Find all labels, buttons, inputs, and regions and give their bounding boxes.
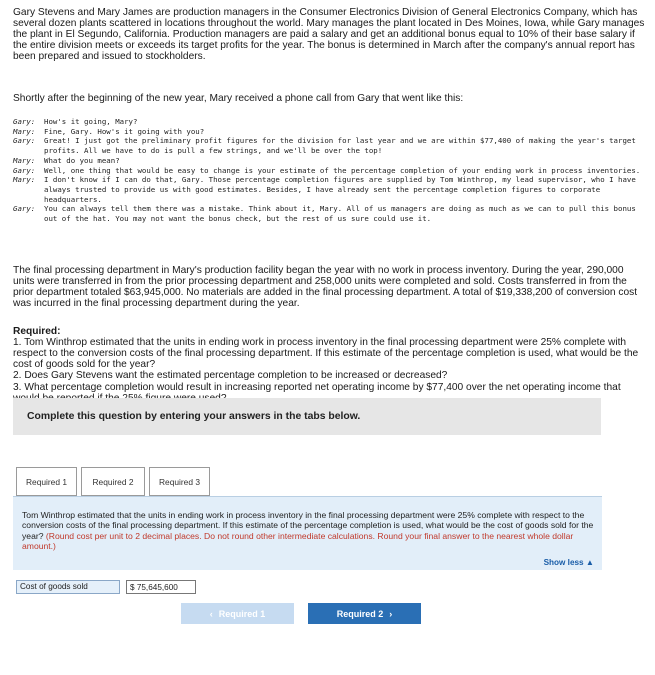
panel-instruction: (Round cost per unit to 2 decimal places. Do not round other intermediate calculations. Round your final answer to the nearest whole dollar amount.) [22,530,574,552]
line-text: How's it going, Mary? [44,117,138,126]
tab-required-3[interactable]: Required 3 [149,467,210,496]
speaker: Gary: [13,117,36,126]
intro-lead-in: Shortly after the beginning of the new year, Mary received a phone call from Gary that went like this: [13,93,464,104]
speaker: Gary: [13,165,36,175]
instructions-banner [13,398,601,435]
line-text: I don't know if I can do that, Gary. Those percentage completion figures are supplied by Tom Winthrop, my lead supervisor, who I have always trusted to provide us with good estimates. Besides, I have already sent the percentage completion figures to corporate headquarters. [44,175,641,204]
line-text: Fine, Gary. How's it going with you? [44,126,205,136]
answer-row [16,580,196,594]
intro-paragraph: Gary Stevens and Mary James are production managers in the Consumer Electronics Division of General Electronics Company, which has several dozen plants scattered in locations throughout the world. Mary manages the plant located in Des Moines, Iowa, while Gary manages the plant in El Segundo, California. Production managers are paid a salary and get an additional bonus equal to 10% of their base salary if the entire division meets or exceeds its target profits for the year. The bonus is determined in March after the company's annual report has been prepared and issued to stockholders. [13,7,645,62]
line-text: Great! I just got the preliminary profit figures for the division for last year and we are within $77,400 of making the year's target profits. All we have to do is pull a few strings, and we'll be over the top! [44,136,641,156]
line-text: What do you mean? [44,155,120,165]
question-panel [13,496,602,570]
dialogue-line [13,127,643,137]
dialogue [13,117,643,224]
banner-text: Complete this question by entering your answers in the tabs below. [27,411,361,422]
required-heading: Required: [13,326,61,337]
line-text: Well, one thing that would be easy to change is your estimate of the percentage completion of your ending work in process inventories. [44,165,641,175]
processing-paragraph: The final processing department in Mary's production facility began the year with no work in process inventory. During the year, 290,000 units were transferred in from the prior processing department and 258,000 units were completed and sold. Costs transferred in from the prior department totaled $63,945,000. No materials are added in the final processing department. A total of $19,338,200 of conversion cost was incurred in the final processing department during the year. [13,265,638,309]
prev-button-label: Required 1 [218,608,266,619]
required-question-1: 1. Tom Winthrop estimated that the units in ending work in process inventory in the final processing department were 25% complete with respect to the conversion costs of the final processing department. If this estimate of the percentage completion is used, what would be the cost of goods sold for the year? [13,337,639,370]
speaker: Mary: [13,155,36,165]
dialogue-line [13,204,643,223]
speaker: Gary: [13,204,36,214]
dialogue-line [13,136,643,155]
next-button-label: Required 2 [336,608,384,619]
dialogue-line [13,175,643,204]
triangle-up-icon: ▲ [585,558,594,567]
required-question-3: 3. What percentage completion would result in increasing reported net operating income by $77,400 over the net operating income that [13,382,621,393]
panel-question: Tom Winthrop estimated that the units in ending work in process inventory in the final processing department were 25% complete with respect to the conversion costs of the final processing department. If this estimate of the percentage completion is used, what would be the cost of goods sold for the year? [22,510,594,541]
required-tabs [16,467,210,496]
chevron-left-icon: ‹ [209,608,213,619]
panel-text [22,510,600,552]
dialogue-line [13,156,643,166]
prev-button[interactable] [181,603,294,624]
speaker: Gary: [13,136,36,146]
required-question-2: 2. Does Gary Stevens want the estimated percentage completion to be increased or decreased? [13,370,448,381]
show-less-label: Show less [543,558,584,567]
dialogue-line [13,117,643,127]
dialogue-line [13,166,643,176]
next-button[interactable] [308,603,421,624]
show-less-link[interactable] [544,558,594,567]
answer-label: Cost of goods sold [16,580,120,594]
tab-required-1[interactable]: Required 1 [16,467,77,496]
chevron-right-icon: › [389,608,393,619]
speaker: Mary: [13,126,36,136]
speaker: Mary: [13,175,36,185]
cost-of-goods-sold-input[interactable] [126,580,196,594]
line-text: You can always tell them there was a mistake. Think about it, Mary. All of us managers are doing as much as we can to pull this bonus out of the hat. You may not want the bonus check, but the rest of us sure could use it. [44,204,641,224]
tab-required-2[interactable]: Required 2 [81,467,145,496]
